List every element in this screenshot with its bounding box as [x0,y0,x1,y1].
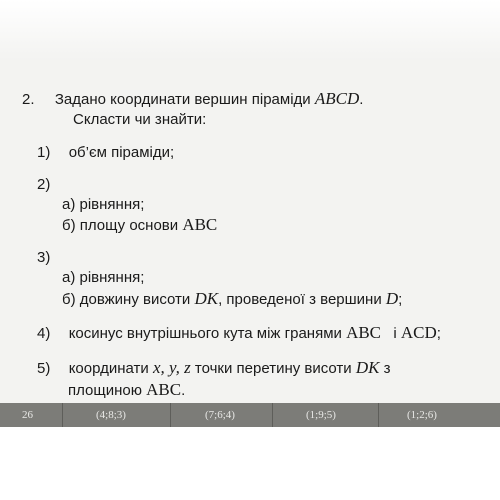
pyramid-label: ABCD [314,89,360,108]
table-divider [272,403,273,427]
item-3-b-math-dk: DK [194,289,219,308]
item-5-math-abc: ABC [146,380,182,399]
table-divider [378,403,379,427]
item-3-b-end: ; [398,291,403,308]
item-5-number: 5) [37,360,51,377]
item-1-number: 1) [37,144,51,161]
item-2-b-math: ABC [182,215,218,234]
item-2-number: 2) [37,176,51,193]
item-3-number: 3) [37,249,51,266]
item-4-math-acd: ACD [400,323,437,342]
table-cell-3: (1;9;5) [306,409,336,421]
item-1 [37,144,174,162]
item-4-text: косинус внутрішнього кута між гранями [68,325,342,342]
table-row-number: 26 [22,409,33,421]
table-divider [170,403,171,427]
item-5-end: . [181,382,186,399]
table-strip [0,403,500,427]
item-5-text4: площиною [68,382,142,399]
item-4-end: ; [436,325,441,342]
item-3-b-text2: , проведеної з вершини [218,291,382,308]
item-3-b-math-d: D [385,289,399,308]
table-cell-4: (1;2;6) [407,409,437,421]
item-5-text1: координати [68,360,149,377]
table-divider [62,403,63,427]
item-5-text2: точки перетину висоти [194,360,352,377]
problem-statement-end: . [359,91,364,108]
item-4-math-abc: ABC [346,323,382,342]
item-4 [37,324,441,343]
item-5-math-xyz: x, y, z [152,358,191,377]
item-5-line2 [68,381,185,400]
item-3-a: а) рівняння; [62,269,145,286]
item-3-b-text: б) довжину висоти [62,291,191,308]
table-cell-1: (4;8;3) [96,409,126,421]
item-2-b [62,216,217,235]
item-2-b-text: б) площу основи [62,217,179,234]
item-4-conj: і [393,325,397,342]
item-3-b [62,290,402,309]
problem-statement: Задано координати вершин піраміди [54,91,311,108]
item-5-line1 [37,359,391,378]
item-2-a: а) рівняння; [62,196,145,213]
item-4-number: 4) [37,325,51,342]
task-line: Скласти чи знайти: [73,111,207,128]
problem-header [22,90,363,109]
item-1-text: об’єм піраміди; [68,144,175,161]
table-cell-2: (7;6;4) [205,409,235,421]
item-5-text3: з [383,360,391,377]
item-5-math-dk: DK [355,358,380,377]
problem-number: 2. [22,91,35,108]
blank-background [0,427,500,500]
